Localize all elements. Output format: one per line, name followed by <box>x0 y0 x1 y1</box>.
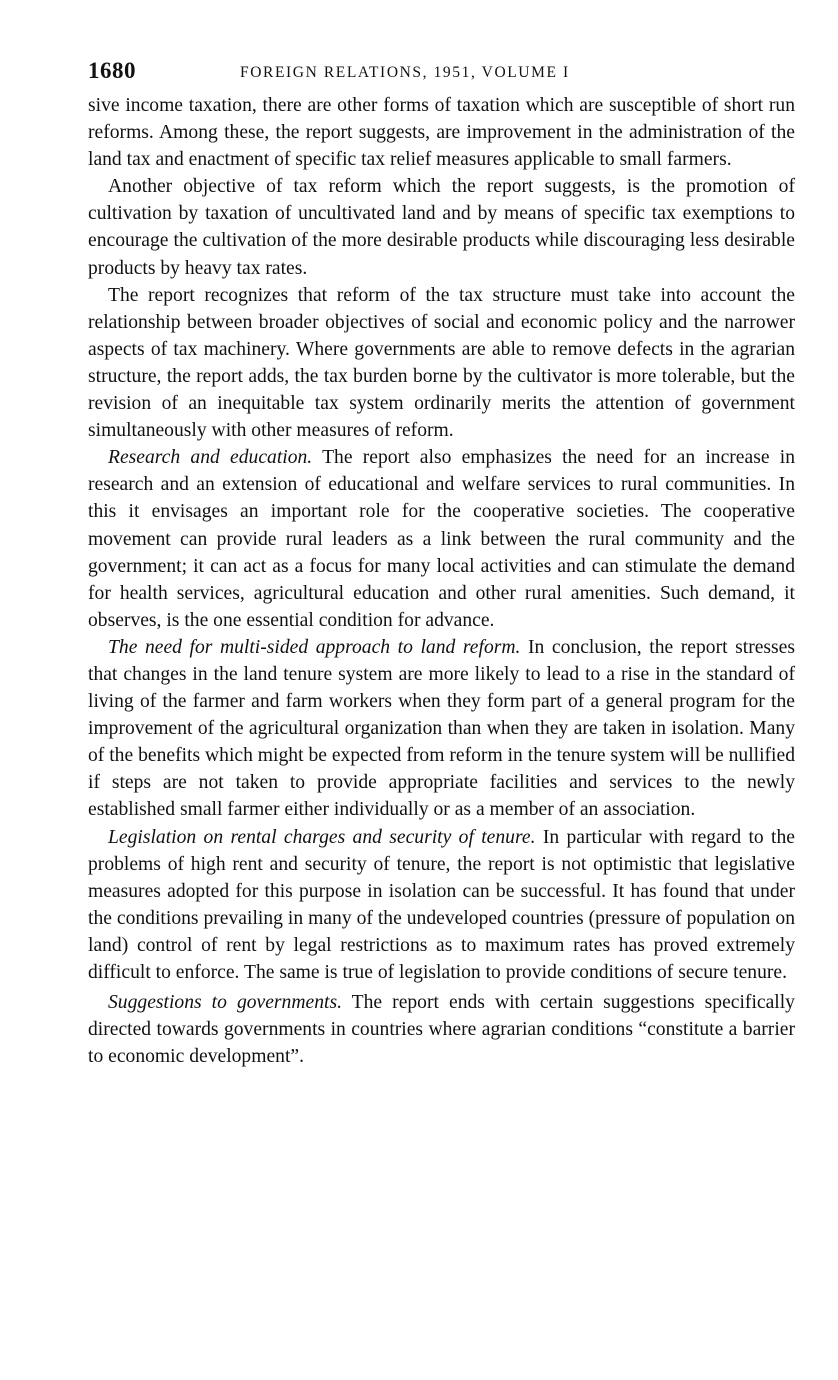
paragraph-text: In conclusion, the report stresses that changes in the land tenure system are more likely to lead to a rise in the standard of living of the farmer and farm workers when they form part of a general program for the improvement of the agricultural organization than when they are taken in isolation. Many of the benefits which might be expected from reform in the tenure system will be nullified if steps are not taken to provide appropriate facilities and services to the newly established small farmer either individually or as a member of an association. <box>88 636 796 821</box>
paragraph-research-and-education <box>88 444 795 634</box>
running-head <box>88 58 795 92</box>
section-heading: Legislation on rental charges and security of tenure. <box>108 826 536 848</box>
section-heading: Suggestions to governments. <box>108 992 342 1014</box>
paragraph-rental-legislation <box>88 824 795 987</box>
paragraph-suggestions-to-governments <box>88 989 795 1070</box>
page-number: 1680 <box>88 58 136 83</box>
paragraph-text: The report also emphasizes the need for an increase in research and an extension of educational and welfare services to rural communities. In this it envisages an important role for the cooperative societies. The cooperative movement can provide rural leaders as a link between the rural community and the government; it can act as a focus for many local activities and can stimulate the demand for health services, agricultural education and other rural amenities. Such demand, it observes, is the one essential condition for advance. <box>88 447 795 631</box>
body-text <box>88 92 795 1070</box>
paragraph-text: In particular with regard to the problems of high rent and security of tenure, the report is not optimistic that legislative measures adopted for this purpose in isolation can be successful. It has found that under the conditions prevailing in many of the undeveloped countries (pressure of population on land) control of rent by legal restrictions as to maximum rates has proved extremely difficult to enforce. The same is true of legislation to provide conditions of secure tenure. <box>88 826 795 983</box>
paragraph-text: sive income taxation, there are other forms of taxation which are susceptible of short run reforms. Among these, the report suggests, are improvement in the administration of the land tax and enactment of specific tax relief measures applicable to small farmers. <box>88 95 795 171</box>
running-head-title: FOREIGN RELATIONS, 1951, VOLUME I <box>240 64 570 81</box>
paragraph-text: The report ends with certain suggestions specifically directed towards governments in countries where agrarian conditions “constitute a barrier to economic development”. <box>88 992 795 1068</box>
paragraph-text: Another objective of tax reform which the report suggests, is the promotion of cultivation by taxation of uncultivated land and by means of specific tax exemptions to encourage the cultivation of the more desirable products while discouraging less desirable products by heavy tax rates. <box>88 176 795 279</box>
paragraph-tax-structure <box>88 282 795 445</box>
paragraph-text: The report recognizes that reform of the tax structure must take into account the relationship between broader objectives of social and economic policy and the narrower aspects of tax machinery. Where governments are able to remove defects in the agrarian structure, the report adds, the tax burden borne by the cultivator is more tolerable, but the revision of an inequitable tax system ordinarily merits the attention of government simultaneously with other measures of reform. <box>88 284 795 442</box>
document-page <box>88 58 795 1070</box>
section-heading: Research and education. <box>108 447 313 469</box>
paragraph-tax-reform-objective <box>88 173 795 281</box>
paragraph-multi-sided-approach <box>88 634 795 824</box>
section-heading: The need for multi-sided approach to land reform. <box>108 636 521 658</box>
paragraph-continued-tax-reforms <box>88 92 795 173</box>
